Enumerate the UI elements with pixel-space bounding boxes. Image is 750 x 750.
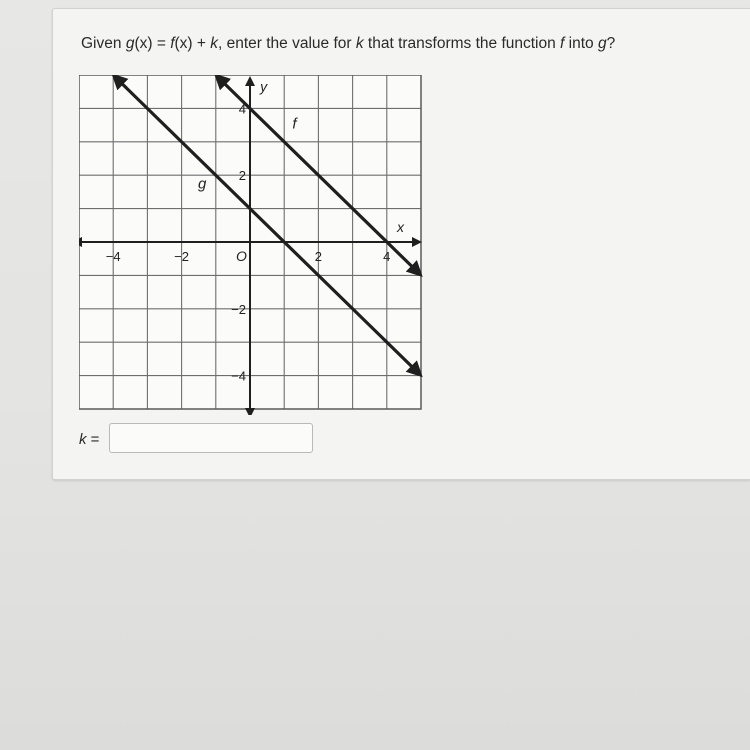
- x-axis-label: x: [396, 218, 404, 235]
- x-tick-label: 2: [314, 249, 323, 264]
- line-f-label: f: [292, 115, 297, 133]
- x-tick-label: 4: [383, 249, 391, 264]
- y-tick-label: 2: [238, 168, 246, 184]
- x-tick-label: −2: [174, 249, 190, 264]
- answer-row: [79, 423, 379, 457]
- y-tick-label: −4: [231, 368, 246, 384]
- y-axis-label: y: [260, 78, 268, 95]
- y-tick-label: −2: [231, 301, 246, 317]
- x-tick-label: −4: [105, 249, 121, 264]
- line-g-label: g: [197, 175, 207, 193]
- origin-label: O: [236, 248, 247, 264]
- k-label: k =: [79, 431, 100, 448]
- question-text: Given g(x) = f(x) + k, enter the value for k that transforms the function f into g?: [81, 35, 616, 52]
- y-tick-label: 4: [238, 101, 246, 117]
- question-card: [52, 8, 750, 480]
- coordinate-graph: [79, 75, 427, 415]
- k-answer-input[interactable]: [109, 423, 313, 453]
